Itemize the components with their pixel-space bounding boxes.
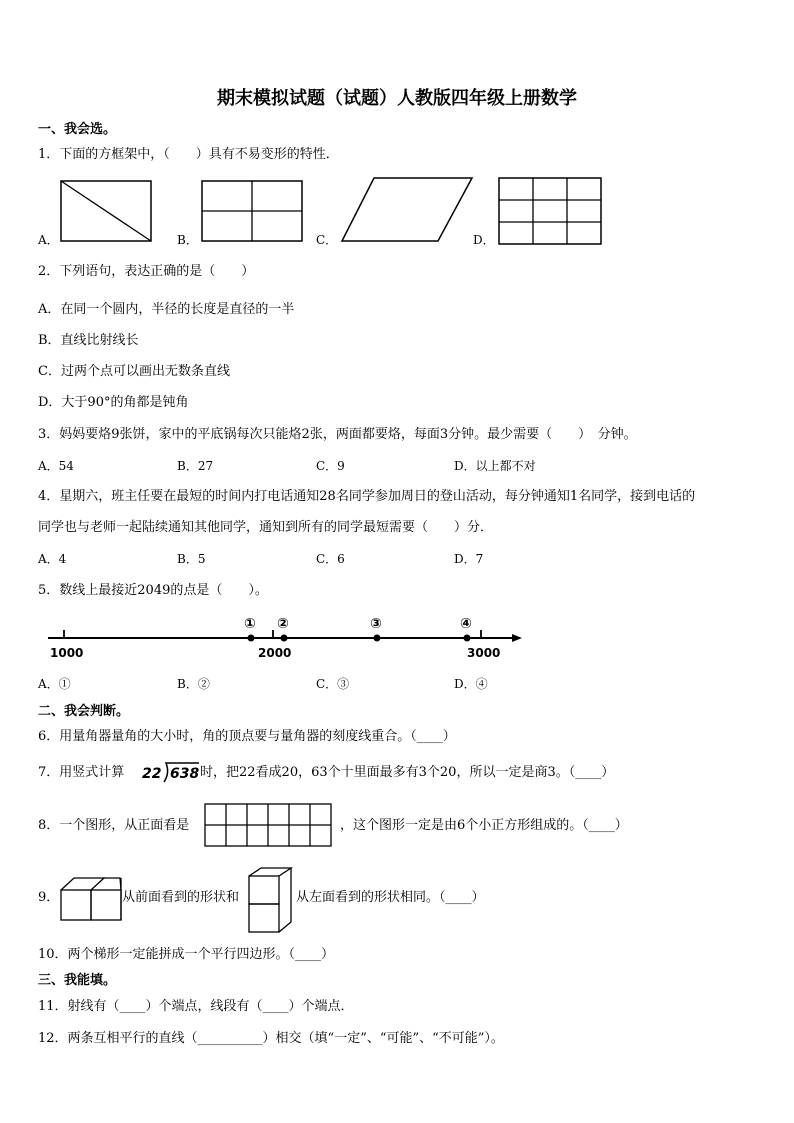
q5-tick-label-1000: 1000 [50,646,84,660]
q1-figure-d-grid-rectangle [498,177,602,245]
q9-stacked-cube-solid [248,867,294,933]
question-5-stem: 5．数线上最接近2049的点是（ ）。 [38,583,268,598]
q4-option-d: D．7 [454,552,484,566]
question-8-prefix: 8．一个图形，从正面看是 [38,818,190,833]
q2-option-d: D．大于90°的角都是钝角 [38,395,189,410]
q3-option-a: A．54 [38,459,74,473]
q4-option-a: A．4 [38,552,67,566]
question-11: 11．射线有（____）个端点，线段有（____）个端点． [38,999,354,1014]
q5-point-marker-4: ④ [460,616,472,632]
q5-tick-label-2000: 2000 [258,646,292,660]
question-1-stem: 1．下面的方框架中，（ ）具有不易变形的特性． [38,147,339,162]
q7-dividend: 638 [170,766,200,782]
q5-point-marker-1: ① [244,616,256,632]
q4-option-b: B．5 [177,552,206,566]
question-4-stem-line-2: 同学也与老师一起陆续通知其他同学，通知到所有的同学最短需要（ ）分． [38,520,494,535]
question-8-suffix: ，这个图形一定是由6个小正方形组成的。（____） [340,818,628,833]
q7-divisor: 22 [142,766,162,782]
q1-figure-c-parallelogram [340,177,474,243]
question-3-stem: 3．妈妈要烙9张饼，家中的平底锅每次只能烙2张，两面都要烙，每面3分钟。最少需要（ ） 分钟。 [38,427,637,442]
q8-six-squares-front-view [204,803,332,847]
q5-number-line [40,610,530,662]
q3-option-d: D．以上都不对 [454,459,536,473]
question-4-stem-line-1: 4．星期六，班主任要在最短的时间内打电话通知28名同学参加周日的登山活动，每分钟通知1名同学，接到电话的 [38,489,696,504]
q5-option-b: B．② [177,677,210,691]
question-2-stem: 2．下列语句，表达正确的是（ ） [38,264,255,279]
q2-option-c: C．过两个点可以画出无数条直线 [38,364,230,379]
q1-option-c-label: C． [316,233,338,247]
q3-option-b: B．27 [177,459,214,473]
page-title: 期末模拟试题（试题）人教版四年级上册数学 [217,88,577,109]
q1-figure-a-diagonal-rectangle [60,180,152,242]
question-12: 12．两条互相平行的直线（__________）相交（填“一定”、“可能”、“不可能”）。 [38,1031,504,1046]
question-9-middle-text: 从前面看到的形状和 [122,890,240,905]
question-6: 6．用量角器量角的大小时，角的顶点要与量角器的刻度线重合。（____） [38,729,456,744]
q3-option-c: C．9 [316,459,345,473]
q5-point-marker-2: ② [277,616,289,632]
section-2-heading: 二、我会判断。 [38,704,130,719]
q9-two-cube-solid [60,877,122,923]
section-1-heading: 一、我会选。 [38,122,117,137]
q2-option-b: B．直线比射线长 [38,333,139,348]
q1-figure-b-four-cell-rectangle [201,180,303,242]
q1-option-a-label: A． [38,233,59,247]
q2-option-a: A．在同一个圆内，半径的长度是直径的一半 [38,302,295,317]
question-9-number: 9． [38,890,60,905]
q7-long-division-notation [142,762,200,784]
question-7-suffix: 时，把22看成20，63个十里面最多有3个20，所以一定是商3。（____） [200,765,615,780]
q1-option-b-label: B． [177,233,198,247]
q1-option-d-label: D． [473,233,495,247]
q5-tick-label-3000: 3000 [467,646,501,660]
q4-option-c: C．6 [316,552,345,566]
q5-option-d: D．④ [454,677,488,691]
q5-point-marker-3: ③ [370,616,382,632]
question-10: 10．两个梯形一定能拼成一个平行四边形。（____） [38,947,335,962]
section-3-heading: 三、我能填。 [38,973,117,988]
q5-option-a: A．① [38,677,71,691]
q5-option-c: C．③ [316,677,350,691]
question-7-prefix: 7．用竖式计算 [38,765,125,780]
question-9-suffix: 从左面看到的形状相同。（____） [296,890,485,905]
